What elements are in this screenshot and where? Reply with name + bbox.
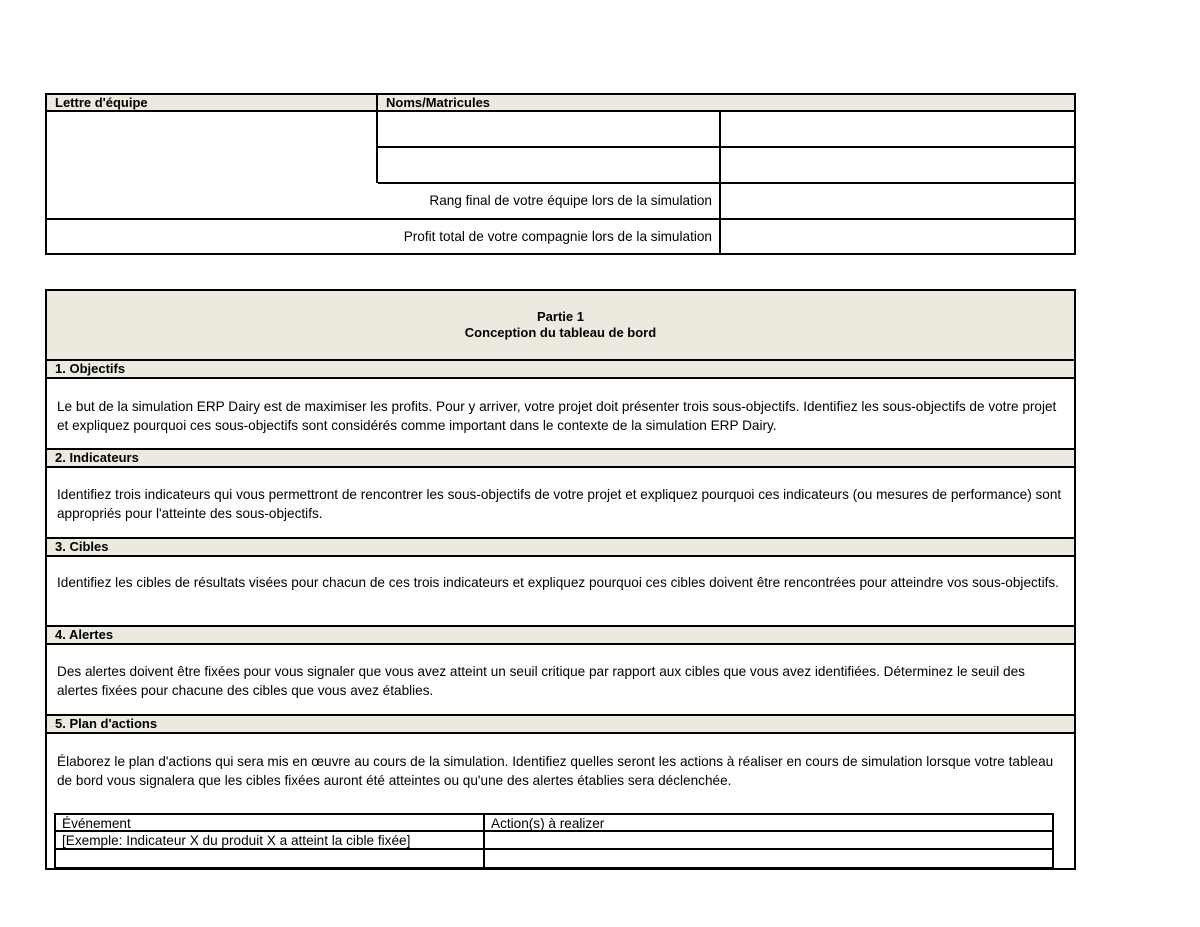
section-text-alertes: Des alertes doivent être fixées pour vous signaler que vous avez atteint un seuil critique par rapport aux cibles que vous avez identifiées. Déterminez le seuil des alertes fixées pour chacune des cibles que vous avez établies. [47, 645, 1074, 716]
section-text-cibles: Identifiez les cibles de résultats visées pour chacun de ces trois indicateurs et expliquez pourquoi ces cibles doivent être rencontrées pour atteindre vos sous-objectifs. [47, 557, 1074, 627]
section-text-indicateurs: Identifiez trois indicateurs qui vous permettront de rencontrer les sous-objectifs de votre projet et expliquez pourquoi ces indicateurs (ou mesures de performance) sont appropriés pour l'atteinte des sous-objectifs. [47, 468, 1074, 539]
name-cell-3[interactable] [378, 148, 721, 184]
section-text-plan-actions: Élaborez le plan d'actions qui sera mis en œuvre au cours de la simulation. Identifiez quelles seront les actions à réaliser en cours de simulation lorsque votre tableau de bord vous signalera que les cibles fixées auront été atteintes ou qu'une des alertes établies sera déclenchée. [57, 754, 1054, 788]
action-table-row-action[interactable] [485, 850, 1052, 867]
name-cell-4[interactable] [721, 148, 1074, 184]
section-text-objectifs: Le but de la simulation ERP Dairy est de maximiser les profits. Pour y arriver, votre projet doit présenter trois sous-objectifs. Identifiez les sous-objectifs de votre projet et expliquez pourquoi ces sous-objectifs sont considérés comme important dans le contexte de la simulation ERP Dairy. [47, 379, 1074, 450]
section-title-plan-actions: 5. Plan d'actions [47, 716, 1074, 734]
rank-label: Rang final de votre équipe lors de la simulation [47, 184, 721, 220]
name-cell-2[interactable] [721, 112, 1074, 148]
profit-label: Profit total de votre compagnie lors de la simulation [47, 220, 721, 253]
profit-value-cell[interactable] [721, 220, 1074, 253]
action-table-header-actions: Action(s) à realizer [485, 815, 1052, 832]
name-cell-1[interactable] [378, 112, 721, 148]
team-letter-cell[interactable] [47, 112, 378, 183]
section-title-objectifs: 1. Objectifs [47, 361, 1074, 379]
section-title-indicateurs: 2. Indicateurs [47, 450, 1074, 468]
rank-value-cell[interactable] [721, 184, 1074, 220]
section-title-cibles: 3. Cibles [47, 539, 1074, 557]
part1-title-line2: Conception du tableau de bord [464, 325, 657, 340]
action-table-row-action[interactable] [485, 832, 1052, 850]
action-table-row-event[interactable]: [Exemple: Indicateur X du produit X a atteint la cible fixée] [56, 832, 483, 850]
part1-title-block [47, 291, 1074, 361]
team-letter-header: Lettre d'équipe [55, 95, 148, 110]
part1-title-line1: Partie 1 [537, 309, 584, 324]
names-header: Noms/Matricules [386, 95, 491, 110]
action-table-header-event: Événement [56, 815, 483, 832]
action-table-row-event[interactable] [56, 850, 483, 867]
section-title-alertes: 4. Alertes [47, 627, 1074, 645]
